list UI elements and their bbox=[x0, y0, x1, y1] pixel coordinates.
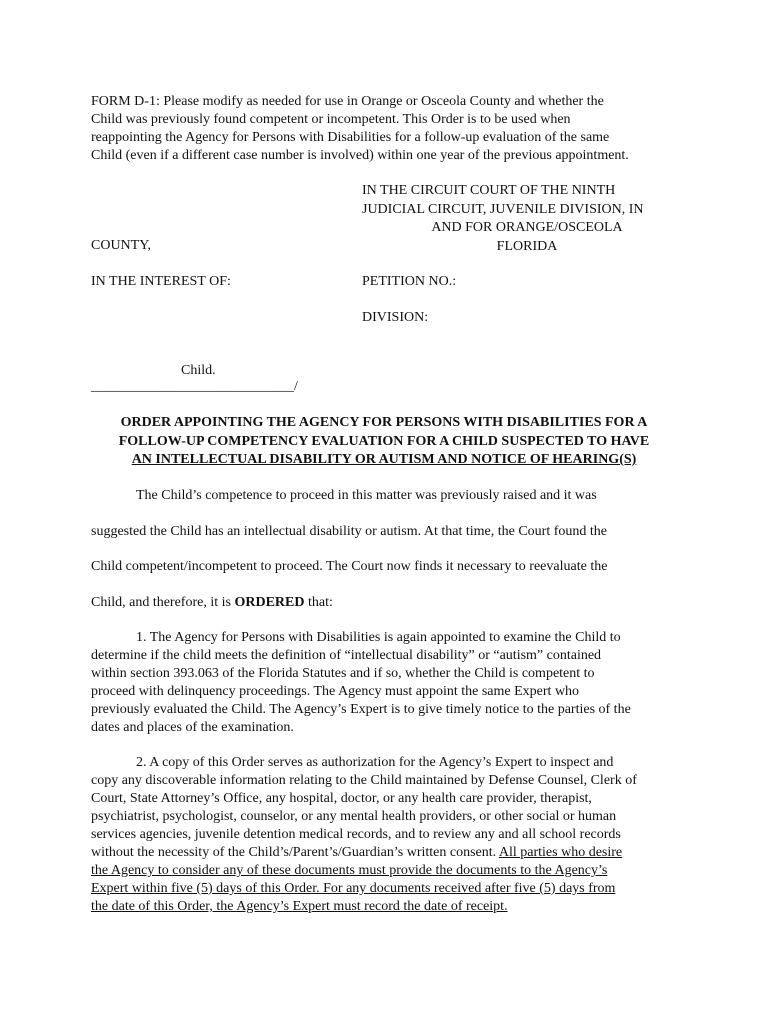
court-caption bbox=[362, 182, 682, 256]
intro-line: reappointing the Agency for Persons with Disabilities for a follow-up evaluation of the same bbox=[91, 130, 610, 145]
intro-line: Child was previously found competent or incompetent. This Order is to be used when bbox=[91, 112, 571, 127]
interest-label: IN THE INTEREST OF: bbox=[91, 274, 231, 289]
paragraph-line: services agencies, juvenile detention medical records, and to review any and all school records bbox=[91, 827, 621, 842]
paragraph-line bbox=[91, 844, 683, 862]
paragraph-line: previously evaluated the Child. The Agency’s Expert is to give timely notice to the parties of the bbox=[91, 702, 631, 717]
paragraph-text: without the necessity of the Child’s/Parent’s/Guardian’s written consent. bbox=[91, 845, 499, 860]
preamble-line: The Child’s competence to proceed in this matter was previously raised and it was bbox=[136, 488, 597, 503]
paragraph-line: proceed with delinquency proceedings. The Agency must appoint the same Expert who bbox=[91, 684, 580, 699]
paragraph-line: dates and places of the examination. bbox=[91, 720, 294, 735]
underlined-text: All parties who desire bbox=[498, 845, 623, 860]
court-line: JUDICIAL CIRCUIT, JUVENILE DIVISION, IN bbox=[362, 201, 644, 217]
form-instructions bbox=[91, 93, 691, 165]
paragraph-line: 2. A copy of this Order serves as authorization for the Agency’s Expert to inspect and bbox=[136, 755, 614, 770]
paragraph-2 bbox=[91, 754, 683, 916]
order-title bbox=[84, 414, 684, 470]
petition-label: PETITION NO.: bbox=[362, 274, 457, 289]
preamble-line: suggested the Child has an intellectual disability or autism. At that time, the Court found the bbox=[91, 524, 607, 539]
county-label: COUNTY, bbox=[91, 238, 152, 253]
division-label: DIVISION: bbox=[362, 310, 429, 325]
preamble-line: Child competent/incompetent to proceed. The Court now finds it necessary to reevaluate the bbox=[91, 559, 608, 574]
child-label: Child. bbox=[181, 363, 216, 378]
court-line: FLORIDA bbox=[496, 238, 558, 254]
intro-line: Child (even if a different case number is involved) within one year of the previous appointment. bbox=[91, 148, 629, 163]
paragraph-line: 1. The Agency for Persons with Disabilities is again appointed to examine the Child to bbox=[136, 630, 621, 645]
court-line: AND FOR ORANGE/OSCEOLA bbox=[431, 220, 623, 235]
intro-line: FORM D-1: Please modify as needed for use in Orange or Osceola County and whether the bbox=[91, 94, 604, 109]
court-line: IN THE CIRCUIT COURT OF THE NINTH bbox=[362, 183, 616, 198]
title-line: FOLLOW-UP COMPETENCY EVALUATION FOR A CHILD SUSPECTED TO HAVE bbox=[118, 433, 650, 449]
title-line: AN INTELLECTUAL DISABILITY OR AUTISM AND NOTICE OF HEARING(S) bbox=[131, 452, 637, 467]
preamble-text: that: bbox=[304, 595, 333, 610]
ordered-word: ORDERED bbox=[234, 595, 305, 610]
underlined-line: Expert within five (5) days of this Order. For any documents received after five (5) days from bbox=[91, 881, 616, 896]
paragraph-1 bbox=[91, 629, 683, 737]
signature-line: _____________________________/ bbox=[91, 379, 298, 394]
underlined-line: the Agency to consider any of these documents must provide the documents to the Agency’s bbox=[91, 863, 608, 878]
paragraph-line: within section 393.063 of the Florida Statutes and if so, whether the Child is competent to bbox=[91, 666, 595, 681]
preamble-line bbox=[91, 594, 691, 612]
paragraph-line: copy any discoverable information relating to the Child maintained by Defense Counsel, Clerk of bbox=[91, 773, 637, 788]
paragraph-line: determine if the child meets the definition of “intellectual disability” or “autism” contained bbox=[91, 648, 602, 663]
paragraph-line: psychiatrist, psychologist, counselor, or any mental health providers, or other social or human bbox=[91, 809, 617, 824]
paragraph-line: Court, State Attorney’s Office, any hospital, doctor, or any health care provider, therapist, bbox=[91, 791, 592, 806]
preamble-text: Child, and therefore, it is bbox=[91, 595, 235, 610]
underlined-line: the date of this Order, the Agency’s Expert must record the date of receipt. bbox=[91, 899, 508, 914]
title-line: ORDER APPOINTING THE AGENCY FOR PERSONS WITH DISABILITIES FOR A bbox=[120, 415, 648, 430]
